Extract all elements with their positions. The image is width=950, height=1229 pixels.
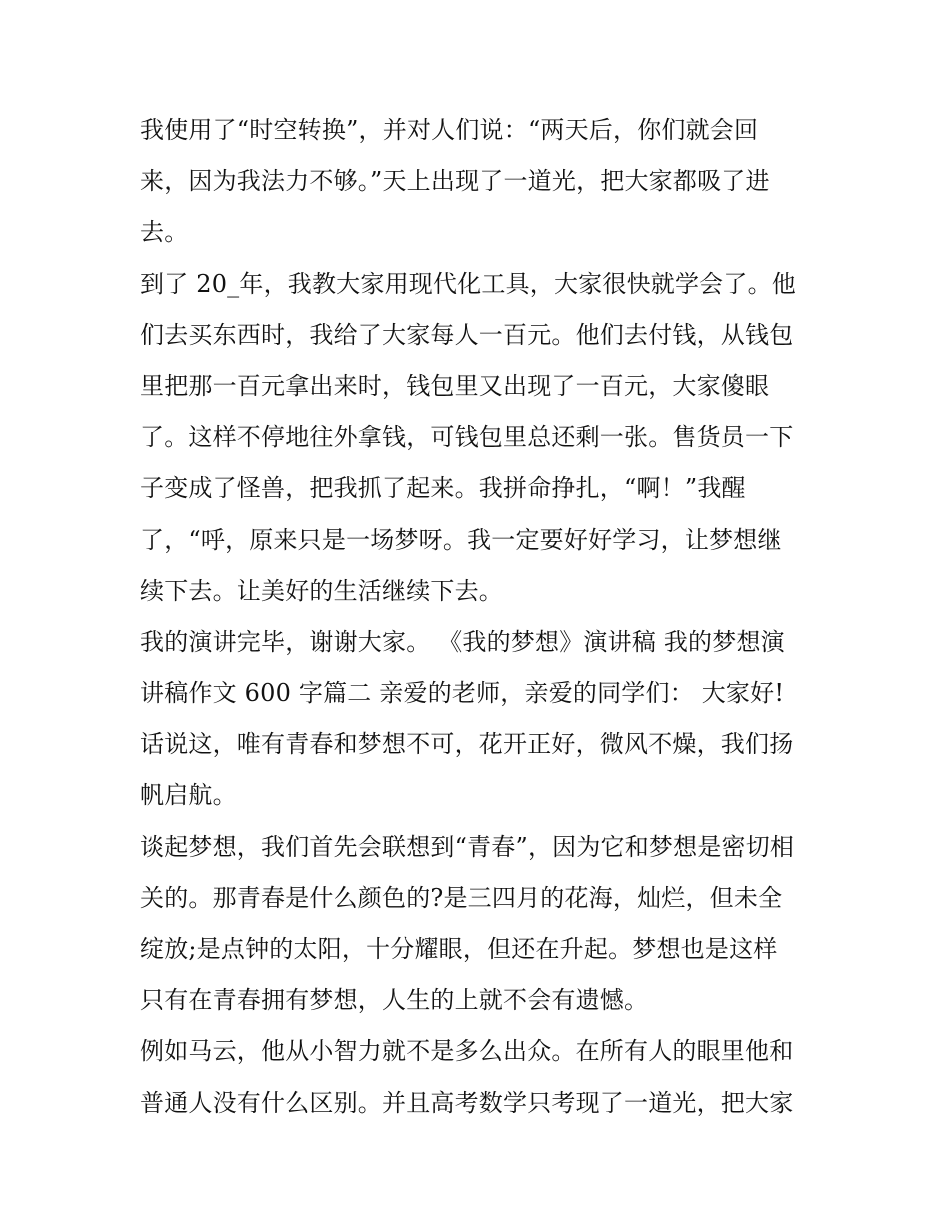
text-line: 绽放;是点钟的太阳，十分耀眼，但还在升起。梦想也是这样 bbox=[140, 935, 778, 963]
text-line: 例如马云，他从小智力就不是多么出众。在所有人的眼里他和 bbox=[140, 1037, 794, 1066]
text-line: 讲稿作文 600 字篇二 亲爱的老师，亲爱的同学们： 大家好! bbox=[140, 679, 785, 708]
text-line: 谈起梦想，我们首先会联想到“青春”，因为它和梦想是密切相 bbox=[140, 832, 795, 861]
text-line: 了，“呼，原来只是一场梦呀。我一定要好好学习，让梦想继 bbox=[140, 525, 782, 554]
text-line: 续下去。让美好的生活继续下去。 bbox=[140, 576, 503, 605]
text-line: 我的演讲完毕，谢谢大家。 《我的梦想》演讲稿 我的梦想演 bbox=[140, 627, 785, 656]
text-line: 里把那一百元拿出来时，钱包里又出现了一百元，大家傻眼 bbox=[140, 371, 770, 400]
text-line: 子变成了怪兽，把我抓了起来。我拼命挣扎，“啊！”我醒 bbox=[140, 474, 746, 503]
text-line: 话说这，唯有青春和梦想不可，花开正好，微风不燥，我们扬 bbox=[140, 730, 794, 759]
text-line: 我使用了“时空转换”，并对人们说：“两天后，你们就会回 bbox=[140, 116, 759, 144]
text-line: 们去买东西时，我给了大家每人一百元。他们去付钱，从钱包 bbox=[140, 320, 794, 349]
document-body bbox=[140, 105, 820, 1129]
text-line: 只有在青春拥有梦想，人生的上就不会有遗憾。 bbox=[140, 986, 649, 1015]
text-line: 去。 bbox=[140, 218, 189, 247]
text-line: 了。这样不停地往外拿钱，可钱包里总还剩一张。售货员一下 bbox=[140, 423, 794, 452]
text-line: 帆启航。 bbox=[140, 781, 237, 810]
text-line: 到了 20_年，我教大家用现代化工具，大家很快就学会了。他 bbox=[140, 269, 796, 298]
text-line: 关的。那青春是什么颜色的?是三四月的花海，灿烂，但未全 bbox=[140, 883, 783, 912]
text-line: 来，因为我法力不够。”天上出现了一道光，把大家都吸了进 bbox=[140, 167, 770, 196]
text-line: 普通人没有什么区别。并且高考数学只考现了一道光，把大家 bbox=[140, 1088, 794, 1117]
